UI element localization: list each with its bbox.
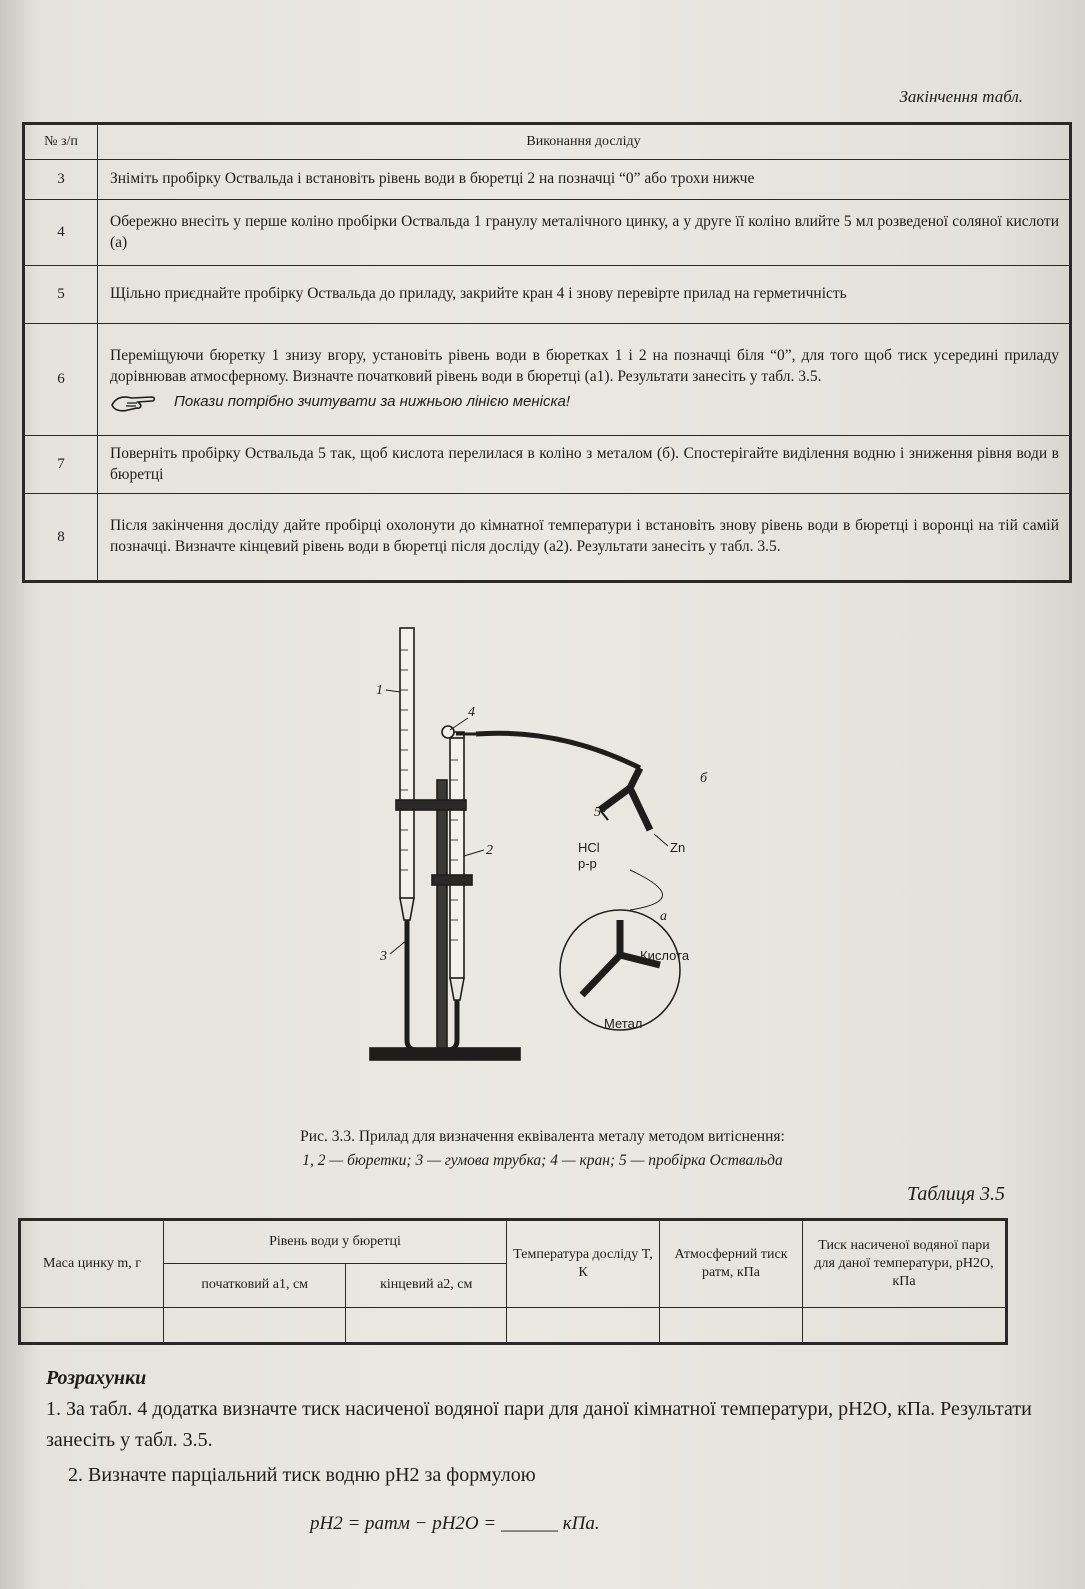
row-number: 8 [24, 494, 98, 582]
results-table [18, 1218, 1008, 1345]
apparatus-figure [300, 620, 780, 1070]
table-row [24, 266, 1071, 324]
note-text: Покази потрібно зчитувати за нижньою лінією меніска! [174, 393, 571, 411]
label-position-a: а [660, 909, 667, 924]
table-row [24, 324, 1071, 436]
col-vapor-pressure: Тиск насиченої водяної пари для даної температури, pH2O, кПа [803, 1220, 1007, 1308]
table-row [24, 200, 1071, 266]
label-position-b: б [700, 771, 708, 786]
label-ostwald-5: 5 [594, 805, 601, 820]
table-row [24, 494, 1071, 582]
row-text: Зніміть пробірку Оствальда і встановіть рівень води в бюретці 2 на позначці “0” або трохи нижче [98, 160, 1071, 200]
row-number: 6 [24, 324, 98, 436]
cell-temperature[interactable] [507, 1308, 660, 1344]
figure-caption [0, 1125, 1085, 1173]
cell-final[interactable] [346, 1308, 507, 1344]
col-atm-pressure: Атмосферний тиск pатм, кПа [660, 1220, 803, 1308]
row-number: 3 [24, 160, 98, 200]
col-final-level: кінцевий a2, см [346, 1264, 507, 1308]
row-text: Поверніть пробірку Оствальда 5 так, щоб кислота перелилася в коліно з металом (б). Спостерігайте виділення водню і зниження рівня води в бюретці [98, 436, 1071, 494]
cell-initial[interactable] [164, 1308, 346, 1344]
row-number: 7 [24, 436, 98, 494]
label-zn: Zn [670, 840, 686, 855]
row-text: Щільно приєднайте пробірку Оствальда до приладу, закрийте кран 4 і знову перевірте прилад на герметичність [98, 266, 1071, 324]
table-header-row [20, 1220, 1007, 1264]
table-3-5-title: Таблиця 3.5 [907, 1183, 1005, 1205]
calculation-item-2: 2. Визначте парціальний тиск водню pH2 за формулою [68, 1464, 536, 1486]
burette-1 [400, 628, 414, 898]
table-row [24, 160, 1071, 200]
table-continuation-label: Закінчення табл. [899, 87, 1023, 106]
col-initial-level: початковий a1, см [164, 1264, 346, 1308]
cell-atm[interactable] [660, 1308, 803, 1344]
row-text-cell [98, 324, 1071, 436]
label-acid: Кислота [640, 948, 690, 963]
label-burette-2: 2 [486, 843, 493, 858]
calculation-item-1: 1. За табл. 4 додатка визначте тиск насиченої водяної пари для даної кімнатної температури, pH2O, кПа. Результати занесіть у табл. 3.5. [46, 1398, 1032, 1451]
row-text: Обережно внесіть у перше коліно пробірки Оствальда 1 гранулу металічного цинку, а у друге її коліно влийте 5 мл розведеної соляної кислоти (a) [98, 200, 1071, 266]
label-solution: р-р [578, 856, 597, 871]
partial-pressure-formula: pH2 = pатм − pH2O = ______ кПа. [310, 1513, 600, 1534]
burette-2 [450, 738, 464, 978]
table-header-row [24, 124, 1071, 160]
caption-line-1: Рис. 3.3. Прилад для визначення еквівалента металу методом витіснення: [300, 1128, 785, 1145]
col-action-header: Виконання досліду [98, 124, 1071, 160]
label-burette-1: 1 [376, 683, 383, 698]
col-number-header: № з/п [24, 124, 98, 160]
row-number: 5 [24, 266, 98, 324]
clamp-lower [432, 875, 472, 885]
col-water-level: Рівень води у бюретці [164, 1220, 507, 1264]
label-stopcock-4: 4 [468, 705, 475, 720]
label-hcl: HCl [578, 840, 600, 855]
col-temperature: Температура досліду T, К [507, 1220, 660, 1308]
label-metal: Метал [604, 1016, 643, 1031]
row-text: Після закінчення досліду дайте пробірці охолонути до кімнатної температури і встановіть знову рівень води в бюретці і воронці на тій самій позначці. Визначте кінцевий рівень води в бюретці після досліду (a2). Результати занесіть у табл. 3.5. [98, 494, 1071, 582]
col-zinc-mass: Маса цинку m, г [20, 1220, 164, 1308]
table-row [20, 1308, 1007, 1344]
label-tube-3: 3 [380, 949, 387, 964]
cell-vapor[interactable] [803, 1308, 1007, 1344]
pointing-hand-icon [110, 391, 156, 413]
calculations-title: Розрахунки [46, 1367, 147, 1389]
connecting-tube [476, 733, 640, 768]
procedure-table [22, 122, 1072, 583]
clamp-upper [396, 800, 466, 810]
stopcock-4 [442, 726, 454, 738]
table-row [24, 436, 1071, 494]
stand-rod [437, 780, 447, 1048]
row-text: Переміщуючи бюретку 1 знизу вгору, установіть рівень води в бюретках 1 і 2 на позначці біля “0”, для того щоб тиск усередині приладу дорівнював атмосферному. Визначте початковий рівень води в бюретці (a1). Результати занесіть у табл. 3.5. [110, 346, 1059, 385]
meniscus-note [110, 391, 1059, 413]
caption-line-2: 1, 2 — бюретки; 3 — гумова трубка; 4 — кран; 5 — пробірка Оствальда [302, 1152, 783, 1170]
row-number: 4 [24, 200, 98, 266]
cell-mass[interactable] [20, 1308, 164, 1344]
ostwald-tube-5 [600, 768, 650, 830]
